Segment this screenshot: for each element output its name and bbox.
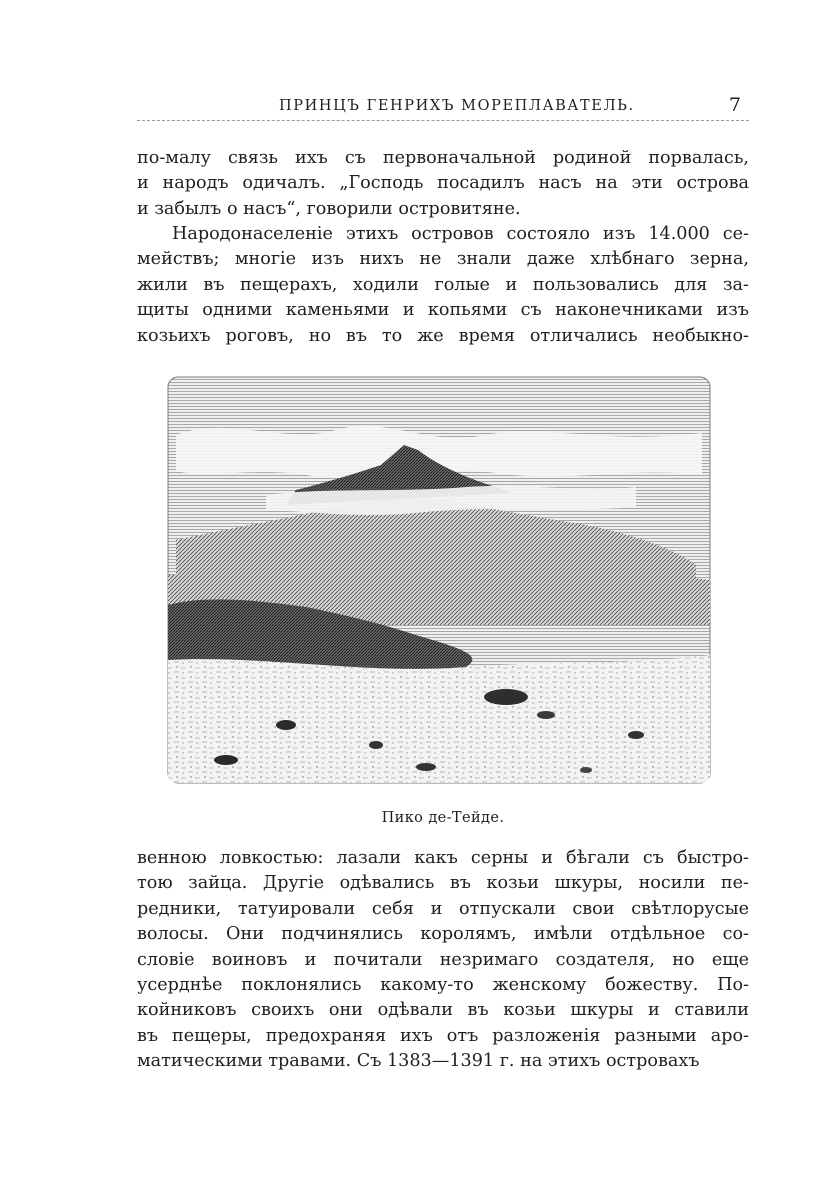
paragraph-1: [137, 146, 749, 222]
text-line: жили въ пещерахъ, ходили голые и пользовались для за-: [137, 274, 749, 295]
running-header: [137, 94, 749, 122]
text-line: Народонаселеніе этихъ островов состояло изъ 14.000 се-: [172, 224, 749, 244]
text-line: мействъ; многіе изъ нихъ не знали даже хлѣбнаго зерна,: [137, 249, 749, 270]
text-line: козьихъ роговъ, но въ то же время отличались необыкно-: [137, 325, 749, 346]
paragraph-3: [137, 846, 749, 1075]
text-line: усерднѣе поклонялись какому-то женскому божеству. По-: [137, 975, 749, 996]
illustration-pico-de-teide: [166, 375, 712, 785]
text-line: редники, татуировали себя и отпускали свои свѣтлорусые: [137, 898, 749, 919]
running-title: ПРИНЦЪ ГЕНРИХЪ МОРЕПЛАВАТЕЛЬ.: [279, 98, 635, 114]
text-line: тою зайца. Другіе одѣвались въ козьи шкуры, носили пе-: [137, 873, 749, 894]
text-line: по-малу связь ихъ съ первоначальной родиной порвалась,: [137, 148, 749, 168]
text-line: волосы. Они подчинялись королямъ, имѣли отдѣльное со-: [137, 924, 749, 945]
page-number: 7: [728, 94, 741, 116]
text-line: щиты одними каменьями и копьями съ наконечниками изъ: [137, 300, 749, 321]
text-line: словіе воиновъ и почитали незримаго создателя, но еще: [137, 949, 749, 970]
text-line: въ пещеры, предохраняя ихъ отъ разложенія разными аро-: [137, 1025, 749, 1046]
text-line: и забылъ о насъ“, говорили островитяне.: [137, 198, 521, 219]
header-rule: [137, 120, 749, 121]
volcano-engraving-image: [166, 375, 712, 785]
text-line: и народъ одичалъ. „Господь посадилъ насъ на эти острова: [137, 173, 749, 194]
figure-caption: Пико де-Тейде.: [381, 810, 505, 826]
text-line: венною ловкостью: лазали какъ серны и бѣгали съ быстро-: [137, 848, 749, 868]
paragraph-2: [137, 222, 749, 349]
text-line: койниковъ своихъ они одѣвали въ козьи шкуры и ставили: [137, 1000, 749, 1021]
text-line: матическими травами. Съ 1383—1391 г. на этихъ островахъ: [137, 1051, 700, 1072]
